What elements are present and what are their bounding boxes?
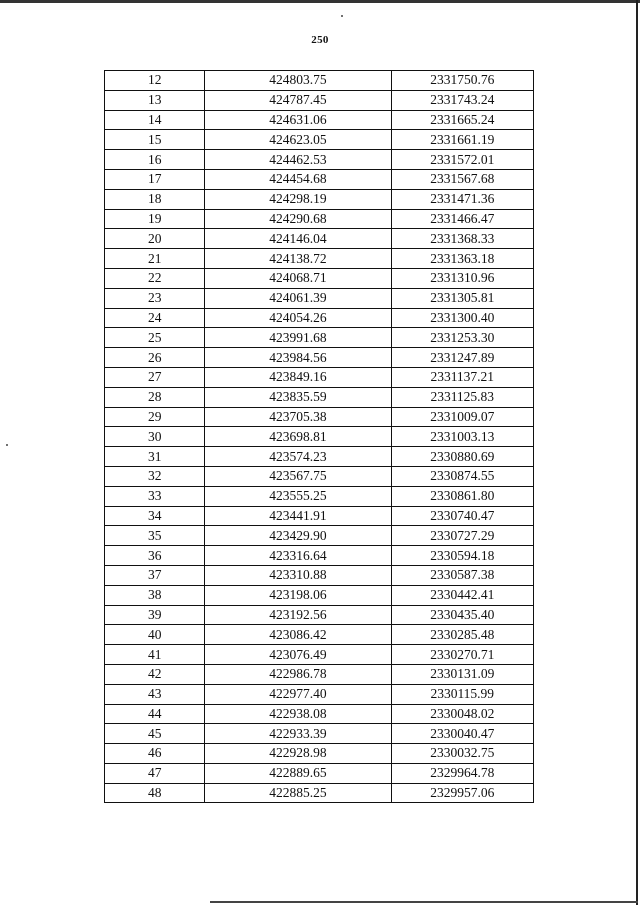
y-coordinate-cell: 2330032.75	[391, 744, 533, 764]
y-coordinate-cell: 2330285.48	[391, 625, 533, 645]
table-row	[105, 724, 534, 744]
point-number-cell: 13	[105, 90, 205, 110]
x-coordinate-cell: 423310.88	[205, 565, 391, 585]
y-coordinate-cell: 2331310.96	[391, 268, 533, 288]
y-coordinate-cell: 2331368.33	[391, 229, 533, 249]
table-row	[105, 565, 534, 585]
y-coordinate-cell: 2331567.68	[391, 169, 533, 189]
y-coordinate-cell: 2330587.38	[391, 565, 533, 585]
scan-right-edge	[636, 0, 638, 905]
point-number-cell: 19	[105, 209, 205, 229]
x-coordinate-cell: 422889.65	[205, 763, 391, 783]
table-row	[105, 229, 534, 249]
x-coordinate-cell: 423991.68	[205, 328, 391, 348]
y-coordinate-cell: 2331363.18	[391, 249, 533, 269]
table-row	[105, 625, 534, 645]
y-coordinate-cell: 2330115.99	[391, 684, 533, 704]
page-number: 250	[311, 34, 329, 46]
table-row	[105, 308, 534, 328]
x-coordinate-cell: 423429.90	[205, 526, 391, 546]
x-coordinate-cell: 424298.19	[205, 189, 391, 209]
y-coordinate-cell: 2330727.29	[391, 526, 533, 546]
table-row	[105, 763, 534, 783]
x-coordinate-cell: 424061.39	[205, 288, 391, 308]
point-number-cell: 46	[105, 744, 205, 764]
point-number-cell: 42	[105, 664, 205, 684]
x-coordinate-cell: 422986.78	[205, 664, 391, 684]
table-row	[105, 447, 534, 467]
x-coordinate-cell: 424623.05	[205, 130, 391, 150]
table-row	[105, 526, 534, 546]
point-number-cell: 45	[105, 724, 205, 744]
point-number-cell: 27	[105, 367, 205, 387]
y-coordinate-cell: 2331743.24	[391, 90, 533, 110]
point-number-cell: 22	[105, 268, 205, 288]
point-number-cell: 36	[105, 546, 205, 566]
point-number-cell: 35	[105, 526, 205, 546]
point-number-cell: 24	[105, 308, 205, 328]
y-coordinate-cell: 2330048.02	[391, 704, 533, 724]
x-coordinate-cell: 423574.23	[205, 447, 391, 467]
y-coordinate-cell: 2330435.40	[391, 605, 533, 625]
table-row	[105, 585, 534, 605]
x-coordinate-cell: 423984.56	[205, 348, 391, 368]
x-coordinate-cell: 422938.08	[205, 704, 391, 724]
point-number-cell: 28	[105, 387, 205, 407]
y-coordinate-cell: 2331253.30	[391, 328, 533, 348]
table-row	[105, 110, 534, 130]
point-number-cell: 48	[105, 783, 205, 803]
point-number-cell: 30	[105, 427, 205, 447]
x-coordinate-cell: 423555.25	[205, 486, 391, 506]
x-coordinate-cell: 424631.06	[205, 110, 391, 130]
y-coordinate-cell: 2330880.69	[391, 447, 533, 467]
point-number-cell: 41	[105, 645, 205, 665]
y-coordinate-cell: 2329964.78	[391, 763, 533, 783]
table-row	[105, 367, 534, 387]
y-coordinate-cell: 2331247.89	[391, 348, 533, 368]
point-number-cell: 29	[105, 407, 205, 427]
y-coordinate-cell: 2331750.76	[391, 71, 533, 91]
y-coordinate-cell: 2331009.07	[391, 407, 533, 427]
x-coordinate-cell: 424290.68	[205, 209, 391, 229]
x-coordinate-cell: 424462.53	[205, 150, 391, 170]
x-coordinate-cell: 423086.42	[205, 625, 391, 645]
table-row	[105, 407, 534, 427]
point-number-cell: 32	[105, 466, 205, 486]
y-coordinate-cell: 2331137.21	[391, 367, 533, 387]
x-coordinate-cell: 424054.26	[205, 308, 391, 328]
x-coordinate-cell: 422928.98	[205, 744, 391, 764]
x-coordinate-cell: 423849.16	[205, 367, 391, 387]
table-row	[105, 288, 534, 308]
table-row	[105, 546, 534, 566]
point-number-cell: 18	[105, 189, 205, 209]
x-coordinate-cell: 424146.04	[205, 229, 391, 249]
table-row	[105, 130, 534, 150]
point-number-cell: 37	[105, 565, 205, 585]
table-row	[105, 466, 534, 486]
table-row	[105, 150, 534, 170]
point-number-cell: 17	[105, 169, 205, 189]
x-coordinate-cell: 422885.25	[205, 783, 391, 803]
x-coordinate-cell: 423698.81	[205, 427, 391, 447]
coordinate-table	[104, 70, 534, 803]
x-coordinate-cell: 423441.91	[205, 506, 391, 526]
table-row	[105, 645, 534, 665]
x-coordinate-cell: 423198.06	[205, 585, 391, 605]
y-coordinate-cell: 2331665.24	[391, 110, 533, 130]
y-coordinate-cell: 2330131.09	[391, 664, 533, 684]
table-row	[105, 387, 534, 407]
point-number-cell: 26	[105, 348, 205, 368]
point-number-cell: 44	[105, 704, 205, 724]
table-row	[105, 328, 534, 348]
x-coordinate-cell: 423567.75	[205, 466, 391, 486]
point-number-cell: 38	[105, 585, 205, 605]
table-row	[105, 189, 534, 209]
table-row	[105, 90, 534, 110]
table-row	[105, 744, 534, 764]
y-coordinate-cell: 2331305.81	[391, 288, 533, 308]
point-number-cell: 16	[105, 150, 205, 170]
scan-top-edge	[0, 0, 640, 3]
coordinate-table-body	[105, 71, 534, 803]
y-coordinate-cell: 2331003.13	[391, 427, 533, 447]
table-row	[105, 783, 534, 803]
table-row	[105, 427, 534, 447]
y-coordinate-cell: 2331300.40	[391, 308, 533, 328]
x-coordinate-cell: 424787.45	[205, 90, 391, 110]
scan-speck	[341, 15, 343, 17]
x-coordinate-cell: 423076.49	[205, 645, 391, 665]
x-coordinate-cell: 422933.39	[205, 724, 391, 744]
x-coordinate-cell: 423316.64	[205, 546, 391, 566]
y-coordinate-cell: 2330861.80	[391, 486, 533, 506]
point-number-cell: 15	[105, 130, 205, 150]
table-row	[105, 268, 534, 288]
y-coordinate-cell: 2330270.71	[391, 645, 533, 665]
point-number-cell: 14	[105, 110, 205, 130]
point-number-cell: 39	[105, 605, 205, 625]
y-coordinate-cell: 2330040.47	[391, 724, 533, 744]
table-row	[105, 506, 534, 526]
y-coordinate-cell: 2331466.47	[391, 209, 533, 229]
point-number-cell: 12	[105, 71, 205, 91]
point-number-cell: 33	[105, 486, 205, 506]
point-number-cell: 47	[105, 763, 205, 783]
x-coordinate-cell: 423192.56	[205, 605, 391, 625]
y-coordinate-cell: 2331471.36	[391, 189, 533, 209]
y-coordinate-cell: 2331572.01	[391, 150, 533, 170]
table-row	[105, 684, 534, 704]
x-coordinate-cell: 423705.38	[205, 407, 391, 427]
point-number-cell: 21	[105, 249, 205, 269]
point-number-cell: 34	[105, 506, 205, 526]
point-number-cell: 43	[105, 684, 205, 704]
x-coordinate-cell: 424454.68	[205, 169, 391, 189]
point-number-cell: 31	[105, 447, 205, 467]
point-number-cell: 23	[105, 288, 205, 308]
table-row	[105, 664, 534, 684]
table-row	[105, 71, 534, 91]
scan-speck	[6, 444, 8, 446]
x-coordinate-cell: 422977.40	[205, 684, 391, 704]
y-coordinate-cell: 2331125.83	[391, 387, 533, 407]
y-coordinate-cell: 2329957.06	[391, 783, 533, 803]
y-coordinate-cell: 2330740.47	[391, 506, 533, 526]
point-number-cell: 40	[105, 625, 205, 645]
scan-bottom-edge	[210, 901, 638, 903]
table-row	[105, 605, 534, 625]
table-row	[105, 169, 534, 189]
y-coordinate-cell: 2330442.41	[391, 585, 533, 605]
table-row	[105, 704, 534, 724]
point-number-cell: 20	[105, 229, 205, 249]
x-coordinate-cell: 424138.72	[205, 249, 391, 269]
x-coordinate-cell: 424803.75	[205, 71, 391, 91]
x-coordinate-cell: 423835.59	[205, 387, 391, 407]
y-coordinate-cell: 2330874.55	[391, 466, 533, 486]
table-row	[105, 486, 534, 506]
table-row	[105, 249, 534, 269]
point-number-cell: 25	[105, 328, 205, 348]
table-row	[105, 209, 534, 229]
y-coordinate-cell: 2330594.18	[391, 546, 533, 566]
table-row	[105, 348, 534, 368]
x-coordinate-cell: 424068.71	[205, 268, 391, 288]
y-coordinate-cell: 2331661.19	[391, 130, 533, 150]
